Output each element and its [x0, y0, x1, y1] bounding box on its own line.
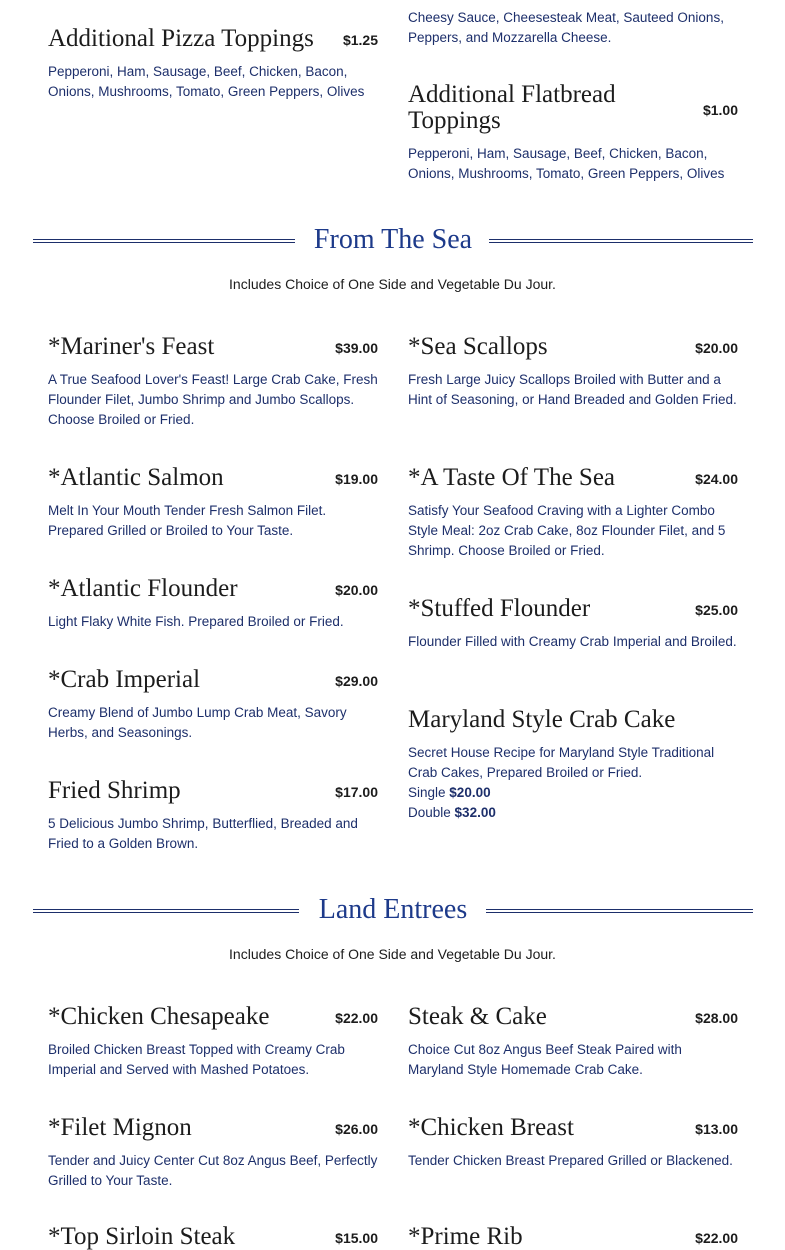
section-header-land [33, 894, 753, 928]
item-name: *Chicken Chesapeake [48, 1003, 270, 1030]
item-name: *Chicken Breast [408, 1114, 574, 1141]
item-description: Tender Chicken Breast Prepared Grilled or Blackened. [408, 1153, 733, 1168]
item-price: $1.25 [342, 32, 378, 48]
menu-item [48, 667, 378, 743]
item-price: $1.00 [702, 102, 738, 118]
item-name: *Filet Mignon [48, 1114, 192, 1141]
section-subtitle: Includes Choice of One Side and Vegetable Du Jour. [229, 946, 556, 962]
item-price: $22.00 [335, 1010, 378, 1026]
menu-item-partial [408, 8, 738, 48]
item-name: *Stuffed Flounder [408, 595, 591, 622]
item-name: *Atlantic Salmon [48, 464, 224, 491]
menu-item [408, 465, 738, 561]
item-description: Melt In Your Mouth Tender Fresh Salmon Filet. Prepared Grilled or Broiled to Your Taste. [48, 503, 327, 538]
menu-item [48, 1115, 378, 1191]
item-name: Fried Shrimp [48, 777, 181, 804]
item-description: Secret House Recipe for Maryland Style Traditional Crab Cakes, Prepared Broiled or Fried. [408, 745, 715, 780]
menu-item-pizza-toppings [48, 26, 378, 102]
item-price: $39.00 [335, 340, 378, 356]
item-description: Cheesy Sauce, Cheesesteak Meat, Sauteed Onions, Peppers, and Mozzarella Cheese. [408, 10, 724, 45]
item-description: 5 Delicious Jumbo Shrimp, Butterflied, Breaded and Fried to a Golden Brown. [48, 816, 358, 851]
portion-label: Double [408, 805, 451, 820]
divider-right [489, 239, 753, 243]
item-price: $13.00 [695, 1121, 738, 1137]
item-description: Pepperoni, Ham, Sausage, Beef, Chicken, Bacon, Onions, Mushrooms, Tomato, Green Peppers, Olives [48, 64, 365, 99]
item-price: $28.00 [695, 1010, 738, 1026]
menu-item [48, 778, 378, 854]
item-description: Choice Cut 8oz Angus Beef Steak Paired with Maryland Style Homemade Crab Cake. [408, 1042, 682, 1077]
item-description: Pepperoni, Ham, Sausage, Beef, Chicken, Bacon, Onions, Mushrooms, Tomato, Green Peppers, Olives [408, 146, 725, 181]
menu-item [408, 1004, 738, 1080]
item-name: Additional Flatbread Toppings [408, 81, 616, 134]
item-name: Steak & Cake [408, 1003, 547, 1030]
menu-item-flatbread-toppings [408, 82, 738, 184]
item-price: $15.00 [335, 1230, 378, 1246]
menu-item [48, 1224, 378, 1250]
item-name: *Prime Rib [408, 1223, 523, 1250]
item-description: Creamy Blend of Jumbo Lump Crab Meat, Savory Herbs, and Seasonings. [48, 705, 347, 740]
item-name: Additional Pizza Toppings [48, 25, 314, 52]
menu-item [48, 334, 378, 430]
item-price: $22.00 [695, 1230, 738, 1246]
menu-item [408, 1115, 738, 1171]
menu-item-crab-cake [408, 707, 738, 823]
portion-label: Single [408, 785, 446, 800]
section-title: Land Entrees [318, 894, 468, 925]
item-description: Satisfy Your Seafood Craving with a Lighter Combo Style Meal: 2oz Crab Cake, 8oz Flounder Filet, and 5 Shrimp. Choose Broiled or Fried. [408, 503, 726, 558]
item-name: *Top Sirloin Steak [48, 1223, 236, 1250]
item-price: $17.00 [335, 784, 378, 800]
item-description: Fresh Large Juicy Scallops Broiled with Butter and a Hint of Seasoning, or Hand Breaded and Golden Fried. [408, 372, 737, 407]
item-name: *Mariner's Feast [48, 333, 215, 360]
portion-price: $20.00 [449, 785, 491, 800]
item-description: Broiled Chicken Breast Topped with Creamy Crab Imperial and Served with Mashed Potatoes. [48, 1042, 345, 1077]
item-price: $20.00 [335, 582, 378, 598]
item-price: $19.00 [335, 471, 378, 487]
item-name: *Atlantic Flounder [48, 575, 238, 602]
item-description: Tender and Juicy Center Cut 8oz Angus Beef, Perfectly Grilled to Your Taste. [48, 1153, 378, 1188]
item-description: Flounder Filled with Creamy Crab Imperial and Broiled. [408, 634, 737, 649]
divider-right [486, 909, 753, 913]
menu-item [408, 1224, 738, 1250]
section-title: From The Sea [313, 224, 473, 255]
menu-item [48, 1004, 378, 1080]
item-price: $29.00 [335, 673, 378, 689]
item-name: *Sea Scallops [408, 333, 548, 360]
section-header-sea [33, 224, 753, 258]
item-name: *Crab Imperial [48, 666, 201, 693]
item-description: A True Seafood Lover's Feast! Large Crab Cake, Fresh Flounder Filet, Jumbo Shrimp and Jumbo Scallops. Choose Broiled or Fried. [48, 372, 378, 427]
item-name: Maryland Style Crab Cake [408, 706, 676, 733]
item-description: Light Flaky White Fish. Prepared Broiled or Fried. [48, 614, 344, 629]
menu-item [48, 465, 378, 541]
menu-item [408, 596, 738, 652]
item-price: $24.00 [695, 471, 738, 487]
price-line-single [408, 783, 738, 803]
item-price: $20.00 [695, 340, 738, 356]
item-price: $26.00 [335, 1121, 378, 1137]
menu-item [48, 576, 378, 632]
section-subtitle: Includes Choice of One Side and Vegetable Du Jour. [229, 276, 556, 292]
price-line-double [408, 803, 738, 823]
item-price: $25.00 [695, 602, 738, 618]
menu-item [408, 334, 738, 410]
item-name: *A Taste Of The Sea [408, 464, 616, 491]
portion-price: $32.00 [454, 805, 496, 820]
